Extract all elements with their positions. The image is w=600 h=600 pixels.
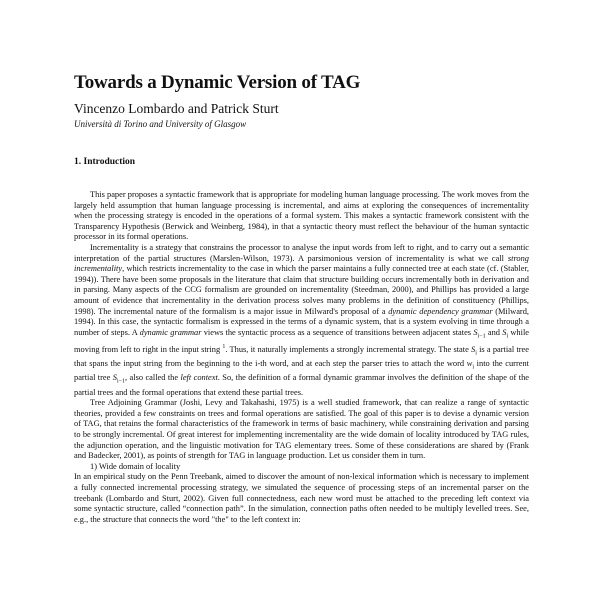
term-strong-incrementality: strong incrementality: [74, 253, 529, 274]
paper-authors: Vincenzo Lombardo and Patrick Sturt: [74, 101, 279, 116]
paper-affiliation: Università di Torino and University of Glasgow: [74, 119, 247, 129]
footnote-marker[interactable]: 1: [222, 343, 226, 350]
paragraph-1: This paper proposes a syntactic framework that is appropriate for modeling human language processing. The work moves from the largely held assumption that human language processing is incremental, and aims at exploring the consequences of incrementality when the processing strategy is encoded in the operations of a formal system. This makes a syntactic framework consistent with the Transparency Hypothesis (Berwick and Weinberg, 1984), in that a syntactic theory must reflect the behaviour of the human syntactic processor in its formal operations.: [74, 190, 529, 242]
paragraph-4: In an empirical study on the Penn Treebank, aimed to discover the amount of non-lexical information which is necessary to implement a fully connected incremental processing strategy, we simulated the sequence of processing steps of an incremental parser on the treebank (Lombardo and Sturt, 2002). Given full connectedness, each new word must be attached to the preceding left context via some syntactic structure, called “connection path”. In the simulation, connection paths often needed to be multiply levelled trees. See, e.g., the structure that connects the word "the" to the left context in:: [74, 472, 529, 524]
list-item-wide-domain: 1) Wide domain of locality: [90, 461, 181, 471]
term-dynamic-dependency-grammar: dynamic dependency grammar: [388, 306, 493, 316]
paper-title: Towards a Dynamic Version of TAG: [74, 72, 361, 93]
term-left-context: left context: [180, 373, 218, 383]
paragraph-2: Incrementality is a strategy that constrains the processor to analyse the input words from left to right, and to carry out a semantic interpretation of the partial structures (Marslen-Wilson, 1973). A parsimonious version of incrementality is what we call strong incrementality, which restricts incrementality to the case in which the parser maintains a fully connected tree at each state (cf. (Stabler, 1994)). There have been some proposals in the literature that claim that structure building occurs incrementally both in derivation and in parsing. Many aspects of the CCG formalism are grounded on incrementality (Steedman, 2000), and Phillips has provided a large amount of evidence that incrementality in the derivation process solves many problems in the definition of constituency (Phillips, 1998). The incremental nature of the formalism is a major issue in Milward's proposal of a dynamic dependency grammar (Milward, 1994). In this case, the syntactic formalism is expressed in the terms of a dynamic system, that is a system evolving in time through a number of steps. A dynamic grammar views the syntactic process as a sequence of transitions between adjacent states $S_{i-1}$ and $S_i$ while moving from left to right in the input string $^1$. Thus, it naturally implements a strongly incremental strategy. The state $S_i$ is a partial tree that spans the input string from the beginning to the i-th word, and at each step the parser tries to attach the word $w_i$ into the current partial tree $S_{i-1}$, also called the left context. So, the definition of a formal dynamic grammar involves the definition of the shape of the partial trees and the formal operations that extend these partial trees.: [74, 242, 529, 397]
paper-body: [74, 190, 529, 525]
paragraph-3: Tree Adjoining Grammar (Joshi, Levy and Takahashi, 1975) is a well studied framework, that can realize a range of syntactic theories, provided a few constraints on trees and formal operations are satisfied. The goal of this paper is to devise a dynamic version of TAG, that retains the formal characteristics of the framework in terms of basic machinery, while constraining derivation and parsing to be strongly incremental. Of great interest for implementing incrementality are the wide domain of locality introduced by TAG rules, the adjunction operation, and the linguistic motivation for TAG elementary trees. Some of these considerations are shared by (Frank and Badecker, 2001), as points of strength for TAG in language production. Let us consider them in turn.: [74, 398, 529, 461]
term-dynamic-grammar: dynamic grammar: [139, 327, 202, 337]
section-heading-introduction: 1. Introduction: [74, 157, 136, 167]
